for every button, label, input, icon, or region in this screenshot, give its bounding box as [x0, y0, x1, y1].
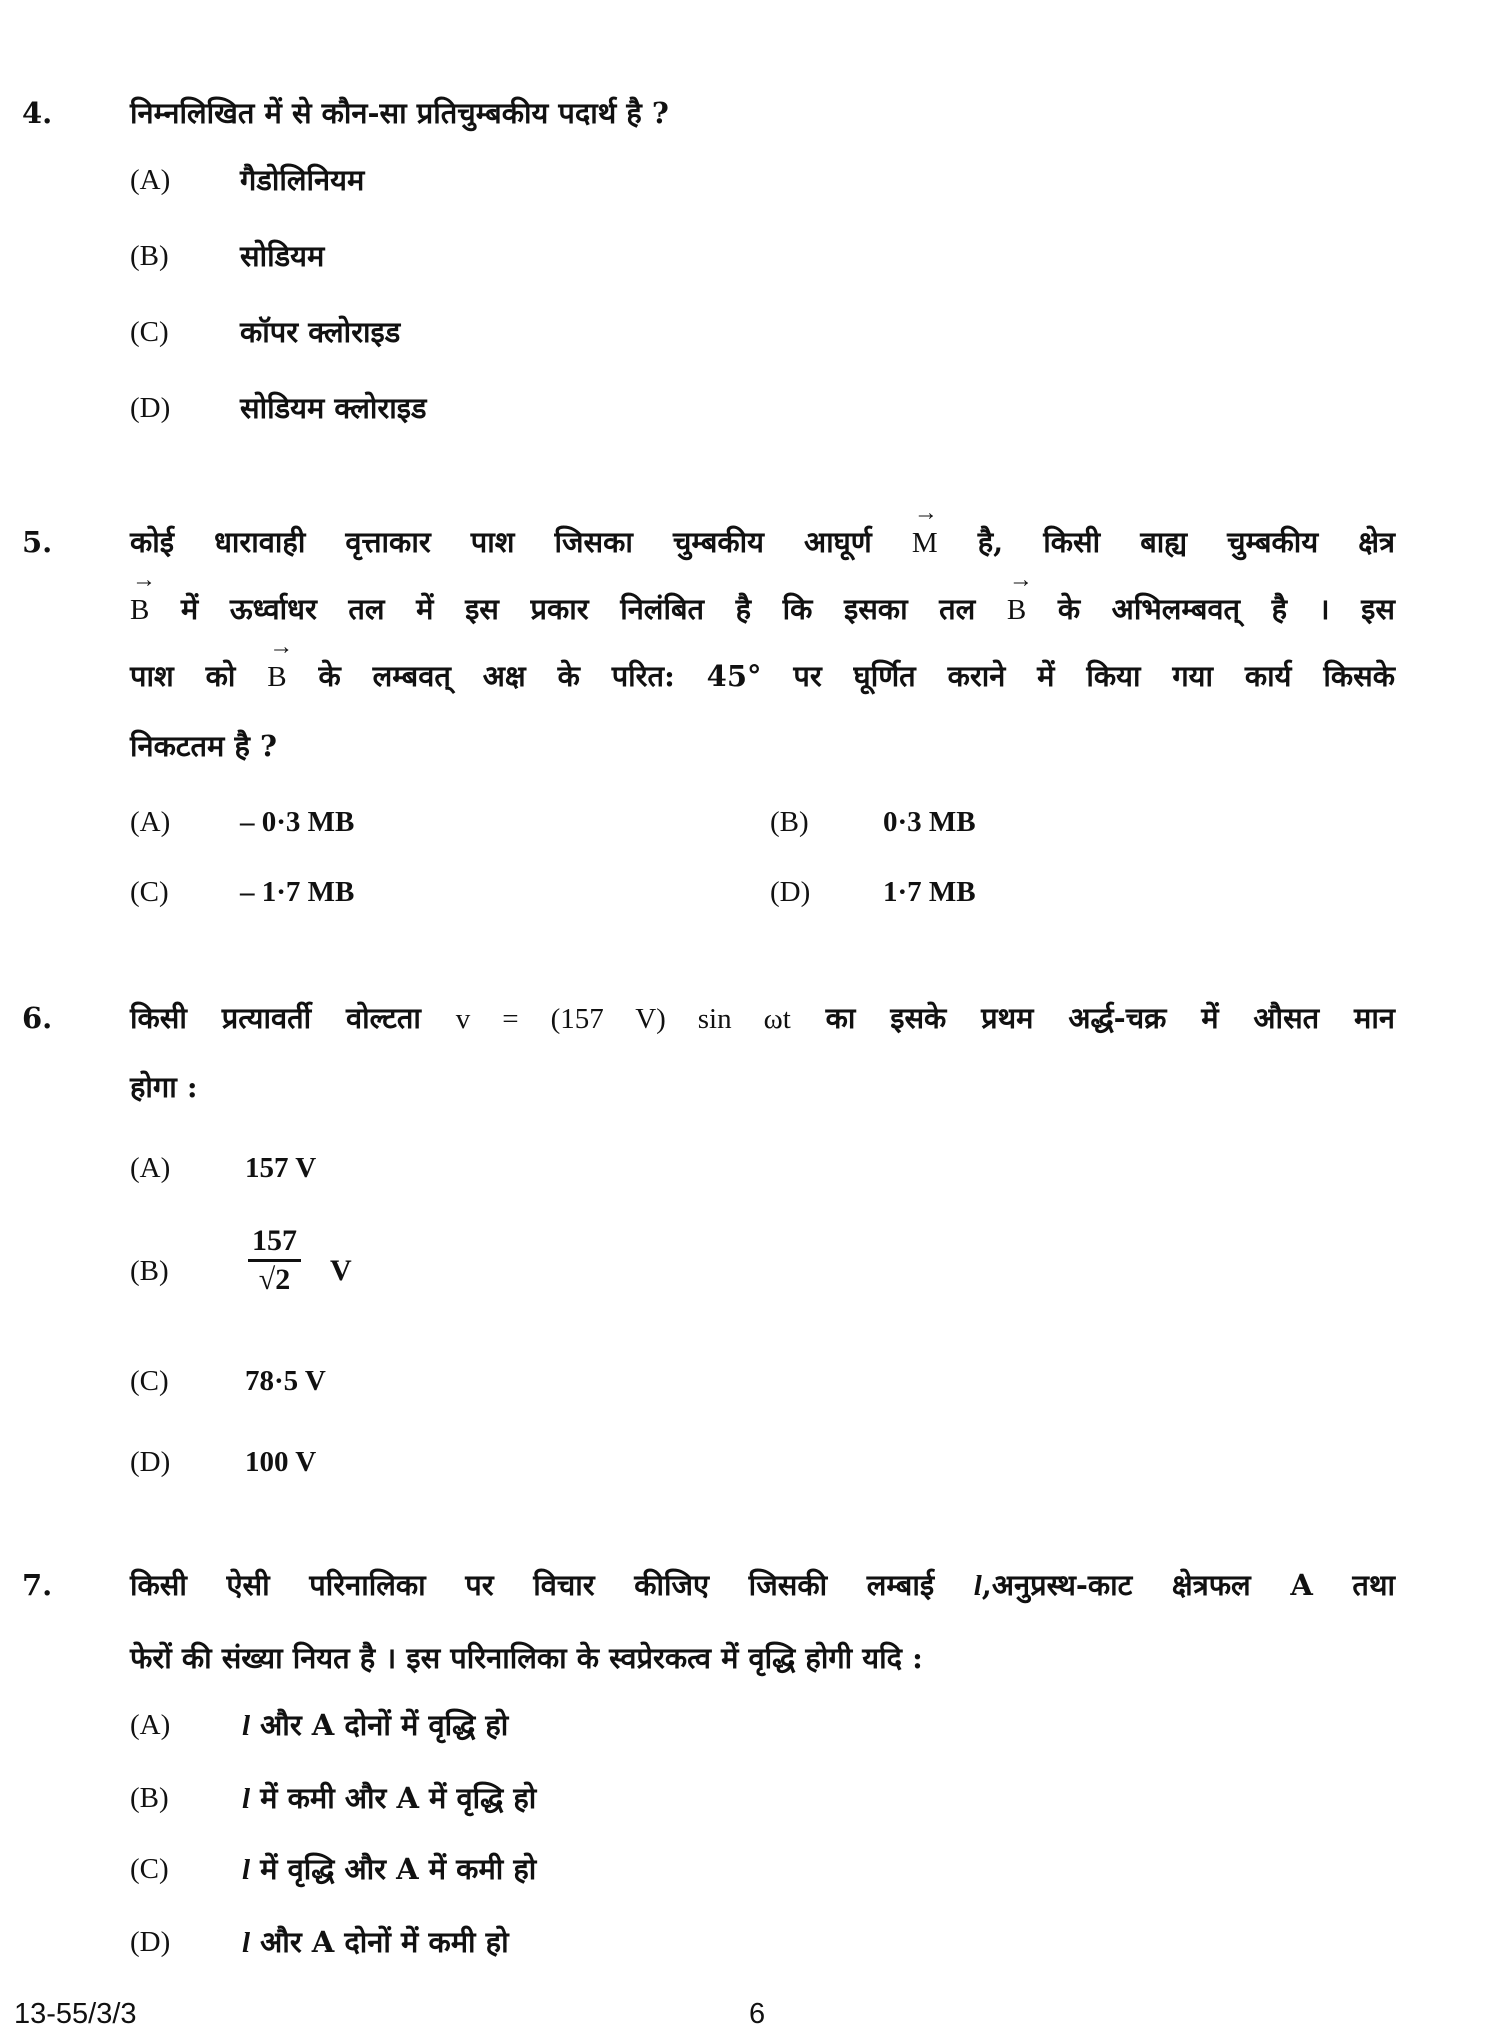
vector-m: → M — [912, 523, 938, 563]
question-text-line-1 — [130, 522, 1395, 563]
option-text: सोडियम — [240, 239, 325, 273]
option-label: (B) — [130, 1255, 169, 1287]
text-segment: में ऊर्ध्वाधर तल में इस प्रकार निलंबित है कि इसका तल — [180, 592, 976, 626]
option-text: गैडोलिनियम — [240, 163, 365, 197]
option-text: 157 V — [245, 1152, 317, 1184]
length-variable: l — [242, 1927, 251, 1959]
option-label: (B) — [130, 240, 169, 272]
option-text — [242, 1778, 536, 1819]
length-variable: l — [242, 1854, 251, 1886]
option-label: (B) — [770, 806, 809, 838]
paper-code: 13-55/3/3 — [14, 1998, 137, 2030]
option-label: (A) — [130, 1152, 171, 1184]
vector-b: → B — [130, 590, 149, 630]
vector-b: → B — [1007, 590, 1026, 630]
option-text: – 1·7 MB — [240, 876, 355, 908]
option-label: (C) — [130, 1853, 169, 1885]
text-segment: के लम्बवत् अक्ष के परित: 45° पर घूर्णित कराने में किया गया कार्य किसके — [318, 659, 1395, 693]
unit: V — [330, 1254, 352, 1287]
option-label: (D) — [130, 1446, 171, 1478]
option-text — [242, 1705, 508, 1746]
question-text-line-3 — [130, 656, 1395, 697]
text-segment: पाश को — [130, 659, 236, 693]
option-label: (C) — [130, 316, 169, 348]
fraction — [248, 1223, 301, 1298]
vector-b: → B — [267, 657, 286, 697]
option-text — [242, 1922, 509, 1963]
length-variable: l — [973, 1570, 982, 1602]
length-variable: l — [242, 1710, 251, 1742]
option-text: 100 V — [245, 1446, 317, 1478]
question-number: 4. — [22, 96, 53, 130]
option-label: (D) — [130, 1926, 171, 1958]
option-text: 1·7 MB — [883, 876, 976, 908]
option-label: (D) — [770, 876, 811, 908]
question-number: 6. — [22, 1001, 53, 1035]
question-number: 7. — [22, 1568, 53, 1602]
option-text-body: में वृद्धि और A में कमी हो — [260, 1852, 537, 1886]
option-text: सोडियम क्लोराइड — [240, 391, 427, 425]
option-text — [242, 1849, 536, 1890]
option-text-body: और A दोनों में कमी हो — [260, 1925, 509, 1959]
option-label: (A) — [130, 1709, 171, 1741]
option-label: (A) — [130, 806, 171, 838]
option-text-body: में कमी और A में वृद्धि हो — [260, 1781, 537, 1815]
option-text: कॉपर क्लोराइड — [240, 315, 401, 349]
text-segment: किसी प्रत्यावर्ती वोल्टता — [130, 1001, 421, 1035]
question-text-line-2 — [130, 589, 1395, 630]
page-number: 6 — [749, 1998, 766, 2030]
text-segment: किसी ऐसी परिनालिका पर विचार कीजिए जिसकी लम्बाई — [130, 1568, 935, 1602]
text-segment: ,अनुप्रस्थ-काट क्षेत्रफल A तथा — [981, 1568, 1396, 1602]
question-text-line-1 — [130, 998, 1395, 1039]
numerator: 157 — [248, 1223, 301, 1262]
question-text-line-1 — [130, 1565, 1395, 1606]
text-segment: है, किसी बाह्य चुम्बकीय क्षेत्र — [977, 525, 1395, 559]
option-label: (A) — [130, 164, 171, 196]
text-segment: कोई धारावाही वृत्ताकार पाश जिसका चुम्बकीय आघूर्ण — [130, 525, 872, 559]
length-variable: l — [242, 1783, 251, 1815]
option-label: (D) — [130, 392, 171, 424]
option-text: 78·5 V — [245, 1365, 326, 1397]
option-label: (C) — [130, 876, 169, 908]
question-text: निम्नलिखित में से कौन-सा प्रतिचुम्बकीय पदार्थ है ? — [130, 96, 669, 130]
option-text: 0·3 MB — [883, 806, 976, 838]
option-label: (B) — [130, 1782, 169, 1814]
question-text-line-2: होगा : — [130, 1070, 198, 1104]
text-segment: का इसके प्रथम अर्द्ध-चक्र में औसत मान — [825, 1001, 1395, 1035]
option-text: – 0·3 MB — [240, 806, 355, 838]
question-number: 5. — [22, 525, 53, 559]
question-text-line-2: फेरों की संख्या नियत है । इस परिनालिका के स्वप्रेरकत्व में वृद्धि होगी यदि : — [130, 1641, 923, 1675]
option-text-body: और A दोनों में वृद्धि हो — [260, 1708, 509, 1742]
denominator: √2 — [258, 1263, 291, 1296]
option-label: (C) — [130, 1365, 169, 1397]
text-segment: के अभिलम्बवत् है । इस — [1057, 592, 1395, 626]
formula: v = (157 V) sin ωt — [455, 1003, 791, 1035]
question-text-line-4: निकटतम है ? — [130, 729, 277, 763]
